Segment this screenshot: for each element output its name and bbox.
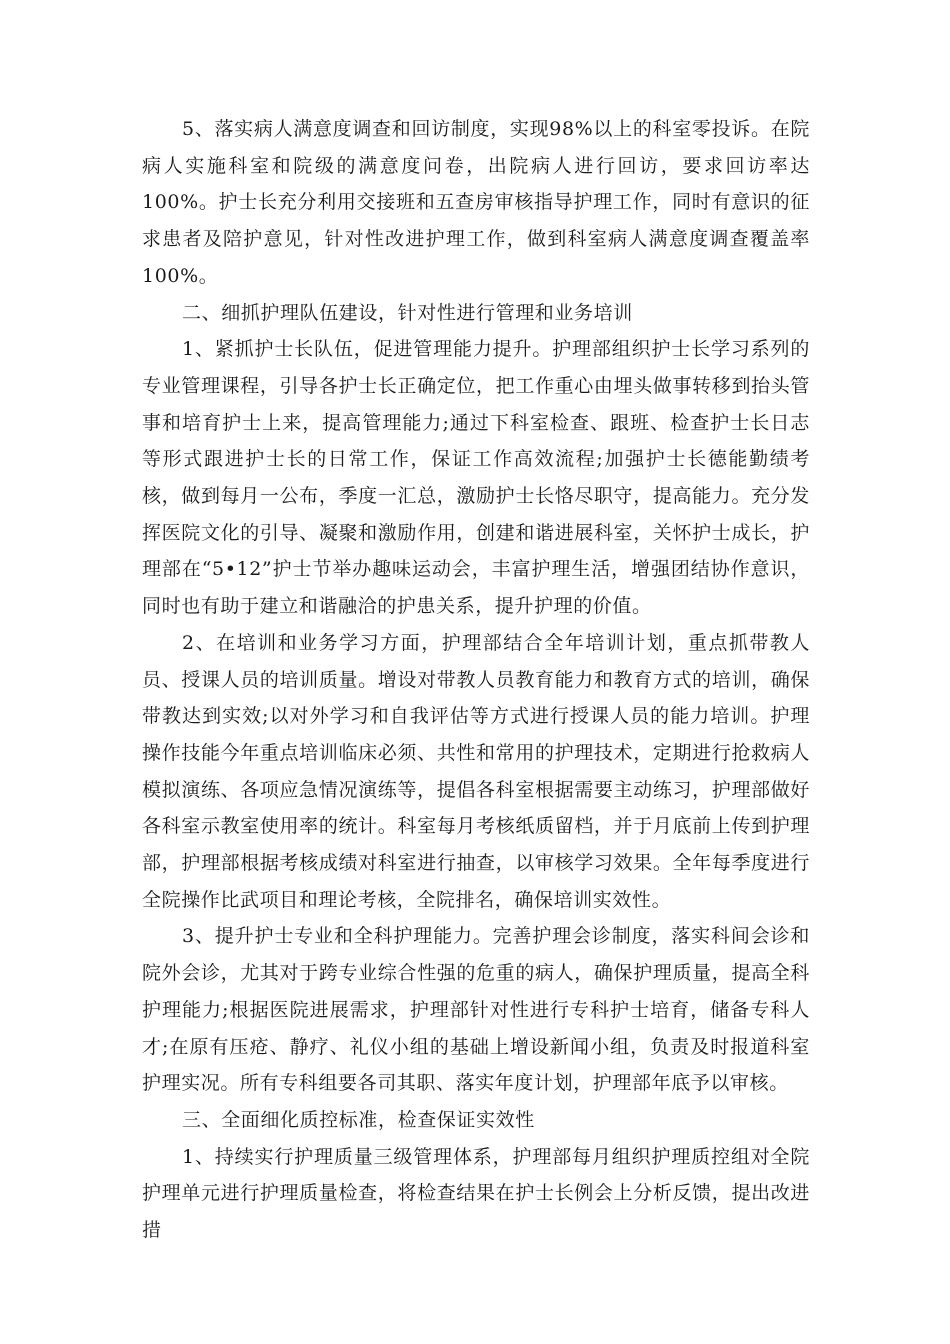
document-body xyxy=(142,111,810,1249)
paragraph-quality-system: 1、持续实行护理质量三级管理体系，护理部每月组织护理质控组对全院护理单元进行护理质量检查，将检查结果在护士长例会上分析反馈，提出改进措 xyxy=(142,1145,810,1242)
paragraph-specialty-ability: 3、提升护士专业和全科护理能力。完善护理会诊制度，落实科间会诊和院外会诊，尤其对于跨专业综合性强的危重的病人，确保护理质量，提高全科护理能力;根据医院进展需求，护理部针对性进行专科护士培育，储备专科人才;在原有压疮、静疗、礼仪小组的基础上增设新闻小组，负责及时报道科室护理实况。所有专科组要各司其职、落实年度计划，护理部年底予以审核。 xyxy=(142,925,810,1095)
paragraph-satisfaction-survey: 5、落实病人满意度调查和回访制度，实现98%以上的科室零投诉。在院病人实施科室和院级的满意度问卷，出院病人进行回访，要求回访率达100%。护士长充分利用交接班和五查房审核指导护理工作，同时有意识的征求患者及陪护意见，针对性改进护理工作，做到科室病人满意度调查覆盖率100%。 xyxy=(142,118,810,287)
paragraph-head-nurse-team: 1、紧抓护士长队伍，促进管理能力提升。护理部组织护士长学习系列的专业管理课程，引导各护士长正确定位，把工作重心由埋头做事转移到抬头管事和培育护士上来，提高管理能力;通过下科室检查、跟班、检查护士长日志等形式跟进护士长的日常工作，保证工作高效流程;加强护士长德能勤绩考核，做到每月一公布，季度一汇总，激励护士长恪尽职守，提高能力。充分发挥医院文化的引导、凝聚和激励作用，创建和谐进展科室，关怀护士成长，护理部在“5•12”护士节举办趣味运动会，丰富护理生活，增强团结协作意识，同时也有助于建立和谐融洽的护患关系，提升护理的价值。 xyxy=(142,338,810,618)
paragraph-training: 2、在培训和业务学习方面，护理部结合全年培训计划，重点抓带教人员、授课人员的培训质量。增设对带教人员教育能力和教育方式的培训，确保带教达到实效;以对外学习和自我评估等方式进行授课人员的能力培训。护理操作技能今年重点培训临床必须、共性和常用的护理技术，定期进行抢救病人模拟演练、各项应急情况演练等，提倡各科室根据需要主动练习，护理部做好各科室示教室使用率的统计。科室每月考核纸质留档，并于月底前上传到护理部，护理部根据考核成绩对科室进行抽查，以审核学习效果。全年每季度进行全院操作比武项目和理论考核，全院排名，确保培训实效性。 xyxy=(142,631,810,911)
section-heading-quality-control: 三、全面细化质控标准，检查保证实效性 xyxy=(182,1108,535,1131)
section-heading-team-building: 二、细抓护理队伍建设，针对性进行管理和业务培训 xyxy=(182,301,633,324)
